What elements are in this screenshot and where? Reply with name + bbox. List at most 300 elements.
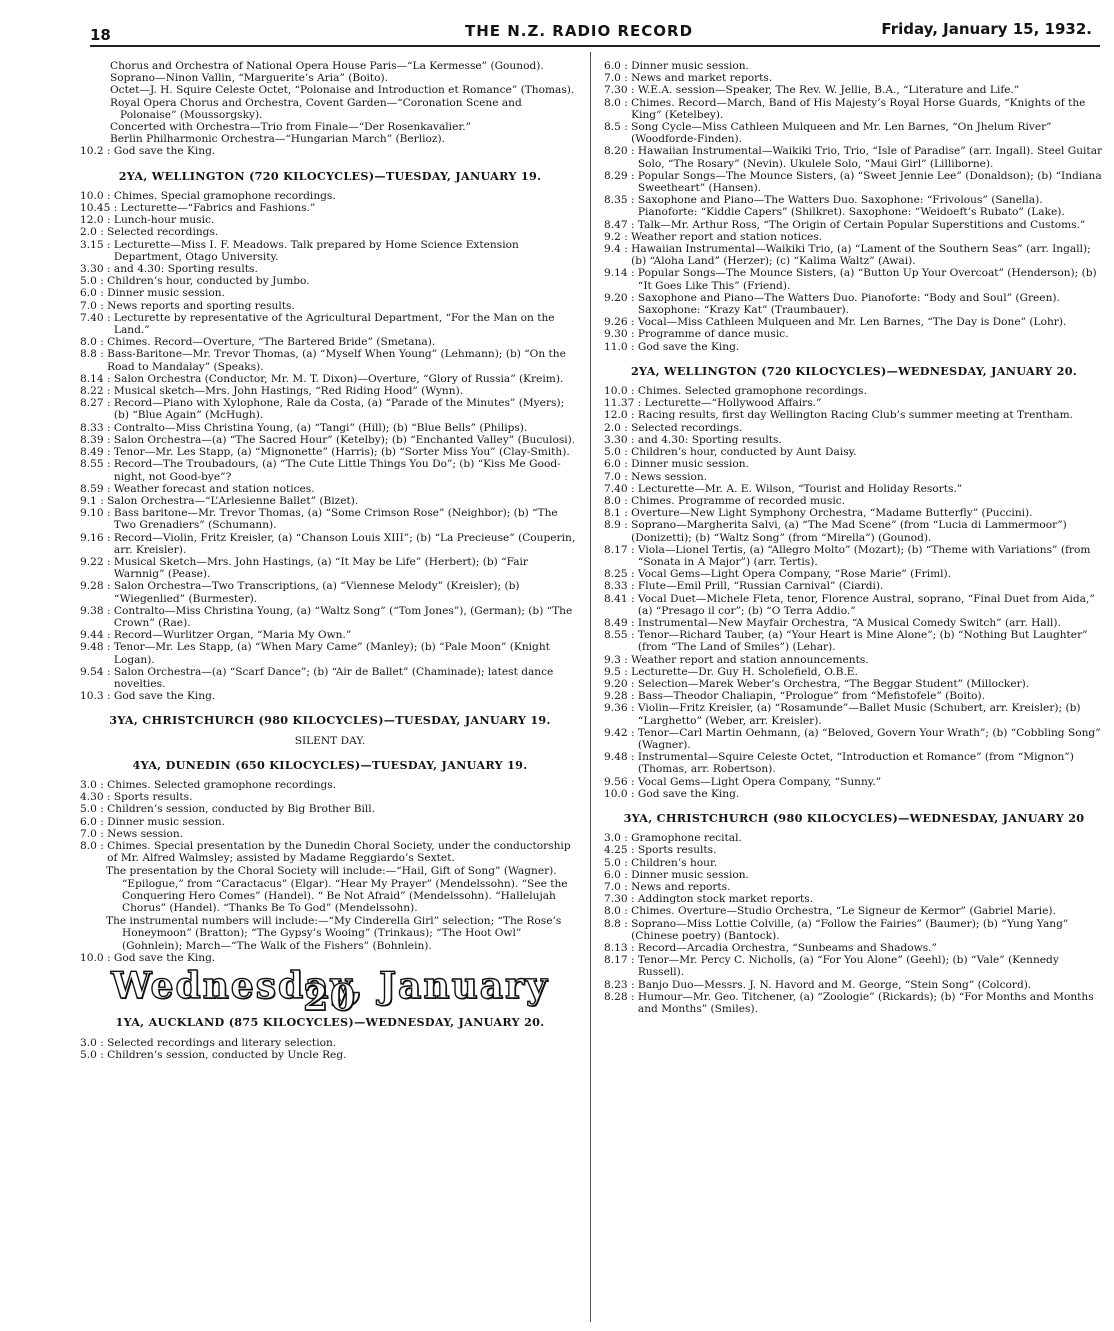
entry-time: 8.41 [604, 592, 628, 605]
entry-text: Sports results. [637, 844, 717, 857]
entry-time: 10.45 [80, 202, 111, 215]
entry-text: Children’s hour, conducted by Jumbo. [107, 275, 310, 288]
schedule-2ya-tuesday [80, 190, 580, 703]
entry-text: Bass-Baritone—Mr. Trevor Thomas, (a) “Myself When Young” (Lehmann); (b) “On the Road to Mandalay” (Speaks). [107, 348, 566, 373]
schedule-entry: 8.33 : Flute—Emil Prill, “Russian Carnival” (Ciardi). [604, 580, 1104, 592]
entry-text: Salon Orchestra (Conductor, Mr. M. T. Dixon)—Overture, “Glory of Russia” (Kreim). [113, 372, 564, 385]
schedule-entry: 8.1 : Overture—New Light Symphony Orchestra, “Madame Butterfly” (Puccini). [604, 507, 1104, 519]
entry-time: 8.27 [80, 397, 104, 410]
issue-date: Friday, January 15, 1932. [881, 20, 1092, 38]
entry-time: 8.0 [604, 96, 621, 109]
programme-line: Chorus and Orchestra of National Opera House Paris—“La Kermesse” (Gounod). [110, 60, 544, 72]
schedule-entry: 7.30 : Addington stock market reports. [604, 893, 1104, 905]
schedule-4ya-tuesday [80, 779, 580, 864]
entry-time: 7.30 [604, 84, 628, 97]
schedule-entry: 11.37 : Lecturette—“Hollywood Affairs.” [604, 397, 1104, 409]
schedule-entry: 9.36 : Violin—Fritz Kreisler, (a) “Rosamunde”—Ballet Music (Schubert, arr. Kreisler); (b) “Larghetto” (Weber, arr. Kreisler). [604, 702, 1104, 726]
entry-time: 11.0 [604, 340, 628, 353]
entry-time: 2.0 [604, 421, 621, 434]
entry-text: Instrumental—Squire Celeste Octet, “Introduction et Romance” (from “Mignon”) (Thomas, arr. Robertson). [637, 751, 1074, 776]
entry-text: Talk—Mr. Arthur Ross, “The Origin of Certain Popular Superstitions and Customs.” [637, 218, 1086, 231]
entry-text: Dinner music session. [631, 60, 749, 72]
schedule-entry: 8.49 : Instrumental—New Mayfair Orchestra, “A Musical Comedy Switch” (arr. Hall). [604, 617, 1104, 629]
schedule-entry: 8.55 : Tenor—Richard Tauber, (a) “Your Heart is Mine Alone”; (b) “Nothing But Laughter” (from “The Land of Smiles”) (Lehar). [604, 629, 1104, 653]
schedule-entry: 8.20 : Hawaiian Instrumental—Waikiki Trio, Trio, “Isle of Paradise” (arr. Ingall). Steel Guitar Solo, “The Rosary” (Nevin). Ukulele Solo, “Maui Girl” (Lilliborne). [604, 145, 1103, 170]
entry-text: Vocal Duet—Michele Fleta, tenor, Florence Austral, soprano, “Final Duet from Aida,” (a) “Presago il cor”; (b) “O Terra Addio.” [637, 592, 1095, 617]
entry-time: 6.0 [80, 815, 97, 828]
entry-text: Viola—Lionel Tertis, (a) “Allegro Molto” (Mozart); (b) “Theme with Variations” (from “Sonata in A Major”) (arr. Tertis). [637, 543, 1091, 568]
entry-text: Popular Songs—The Mounce Sisters, (a) “Button Up Your Overcoat” (Henderson); (b) “It Goes Like This” (Friend). [637, 267, 1097, 292]
entry-time: 9.38 [80, 604, 104, 617]
schedule-entry: 8.0 : Chimes. Special presentation by the Dunedin Choral Society, under the conductorship of Mr. Alfred Walmsley; assisted by Madame Reggiardo’s Sextet. [80, 840, 580, 864]
schedule-entry: 12.0 : Racing results, first day Wellington Racing Club’s summer meeting at Trentham. [604, 409, 1104, 421]
schedule-2ya-wednesday [604, 385, 1104, 800]
entry-time: 3.30 [604, 433, 628, 446]
column-divider [590, 52, 591, 1322]
entry-time: 10.0 [604, 787, 628, 800]
entry-time: 8.5 [604, 121, 621, 134]
entry-text: Salon Orchestra—(a) “The Sacred Hour” (Ketelby); (b) “Enchanted Valley” (Buculosi). [113, 433, 576, 446]
entry-text: Lecturette—Dr. Guy H. Scholefield, O.B.E. [631, 665, 858, 678]
entry-text: Lecturette—Miss I. F. Meadows. Talk prepared by Home Science Extension Department, Otago University. [113, 238, 519, 263]
schedule-entry: 6.0 : Dinner music session. [604, 458, 1104, 470]
entry-text: W.E.A. session—Speaker, The Rev. W. Jellie, B.A., “Literature and Life.” [637, 84, 1020, 97]
entry-time: 2.0 [80, 226, 97, 239]
entry-time: 8.20 [604, 145, 628, 158]
entry-text: News session. [107, 827, 184, 840]
entry-text: Weather report and station announcements. [631, 653, 869, 666]
schedule-entry: 9.14 : Popular Songs—The Mounce Sisters, (a) “Button Up Your Overcoat” (Henderson); (b) “It Goes Like This” (Friend). [604, 267, 1104, 291]
entry-text: and 4.30: Sporting results. [113, 263, 258, 276]
entry-time: 9.5 [604, 665, 621, 678]
programme-line: Soprano—Ninon Vallin, “Marguerite’s Aria” (Boito). [110, 72, 389, 85]
entry-text: Programme of dance music. [637, 328, 789, 341]
schedule-entry: 9.16 : Record—Violin, Fritz Kreisler, (a) “Chanson Louis XIII”; (b) “La Precieuse” (Couperin, arr. Kreisler). [80, 532, 580, 556]
entry-time: 3.0 [80, 778, 97, 791]
schedule-entry: 7.0 : News and reports. [604, 881, 1104, 893]
entry-text: Chimes. Record—March, Band of His Majesty’s Royal Horse Guards, “Knights of the King” (Ketelbey). [631, 96, 1086, 121]
entry-time: 4.30 [80, 791, 104, 804]
schedule-entry: 3.30 : and 4.30: Sporting results. [604, 434, 1104, 446]
entry-text: Contralto—Miss Christina Young, (a) “Waltz Song” (“Tom Jones”), (German); (b) “The Crown” (Rae). [113, 604, 573, 629]
entry-text: God save the King. [113, 690, 216, 703]
silent-day-note: SILENT DAY. [294, 734, 366, 747]
schedule-entry: 9.54 : Salon Orchestra—(a) “Scarf Dance”; (b) “Air de Ballet” (Chaminade); latest dance novelties. [80, 666, 580, 690]
schedule-entry: 10.2 : God save the King. [80, 145, 216, 158]
entry-time: 9.54 [80, 665, 104, 678]
schedule-entry: 9.5 : Lecturette—Dr. Guy H. Scholefield, O.B.E. [604, 666, 1104, 678]
schedule-entry: 8.27 : Record—Piano with Xylophone, Rale da Costa, (a) “Parade of the Minutes” (Myers); (b) “Blue Again” (McHugh). [80, 397, 580, 421]
entry-time: 7.0 [604, 470, 621, 483]
entry-time: 7.30 [604, 893, 628, 906]
entry-time: 9.22 [80, 555, 104, 568]
schedule-entry: 8.17 : Viola—Lionel Tertis, (a) “Allegro Molto” (Mozart); (b) “Theme with Variations” (from “Sonata in A Major”) (arr. Tertis). [604, 544, 1104, 568]
programme-line: Royal Opera Chorus and Orchestra, Covent Garden—“Coronation Scene and Polonaise” (Moussorgsky). [110, 96, 522, 121]
programme-line: Octet—J. H. Squire Celeste Octet, “Polonaise and Introduction et Romance” (Thomas). [110, 84, 575, 97]
schedule-entry: 12.0 : Lunch-hour music. [80, 214, 580, 226]
masthead: THE N.Z. RADIO RECORD [465, 22, 694, 40]
schedule-entry: 9.22 : Musical Sketch—Mrs. John Hastings, (a) “It May be Life” (Herbert); (b) “Fair Warnnig” (Pease). [80, 556, 580, 580]
entry-time: 6.0 [604, 458, 621, 471]
entry-text: Racing results, first day Wellington Racing Club’s summer meeting at Trentham. [637, 409, 1073, 422]
schedule-entry: 7.0 : News session. [80, 828, 580, 840]
entry-time: 6.0 [604, 60, 621, 72]
schedule-entry: 9.26 : Vocal—Miss Cathleen Mulqueen and Mr. Len Barnes, “The Day is Done” (Lohr). [604, 316, 1104, 328]
entry-time: 9.48 [604, 751, 628, 764]
entry-time: 8.59 [80, 482, 104, 495]
entry-text: Tenor—Richard Tauber, (a) “Your Heart is Mine Alone”; (b) “Nothing But Laughter” (from “The Land of Smiles”) (Lehar). [637, 629, 1088, 654]
schedule-entry: 5.0 : Children’s hour, conducted by Jumbo. [80, 275, 580, 287]
day-banner: Wednesday, January 20 [111, 965, 549, 1020]
entry-text: Gramophone recital. [631, 832, 742, 845]
entry-text: Musical sketch—Mrs. John Hastings, “Red Riding Hood” (Wynn). [113, 385, 464, 398]
entry-text: Bass baritone—Mr. Trevor Thomas, (a) “Some Crimson Rose” (Neighbor); (b) “The Two Grenadiers” (Schumann). [113, 507, 558, 532]
entry-text: Instrumental—New Mayfair Orchestra, “A Musical Comedy Switch” (arr. Hall). [637, 616, 1061, 629]
entry-text: Chimes. Record—Overture, “The Bartered Bride” (Smetana). [107, 336, 436, 349]
entry-time: 9.20 [604, 291, 628, 304]
entry-time: 9.42 [604, 726, 628, 739]
entry-time: 9.2 [604, 230, 621, 243]
entry-text: News and market reports. [631, 72, 773, 85]
schedule-entry: 8.9 : Soprano—Margherita Salvi, (a) “The Mad Scene” (from “Lucia di Lammermoor”) (Donizetti); (b) “Waltz Song” (from “Mirella”) (Gounod). [604, 519, 1104, 543]
entry-time: 8.33 [80, 421, 104, 434]
schedule-entry: 8.14 : Salon Orchestra (Conductor, Mr. M. T. Dixon)—Overture, “Glory of Russia” (Kreim). [80, 373, 580, 385]
entry-text: Children’s session, conducted by Big Brother Bill. [107, 803, 376, 816]
entry-text: Children’s hour. [631, 856, 718, 869]
entry-time: 5.0 [80, 803, 97, 816]
entry-time: 7.0 [604, 881, 621, 893]
entry-time: 5.0 [80, 1048, 97, 1061]
schedule-entry: 8.25 : Vocal Gems—Light Opera Company, “Rose Marie” (Friml). [604, 568, 1104, 580]
schedule-entry: 10.0 : God save the King. [80, 951, 216, 964]
entry-time: 8.39 [80, 433, 104, 446]
schedule-entry: 9.20 : Selection—Marek Weber’s Orchestra, “The Beggar Student” (Millocker). [604, 678, 1104, 690]
schedule-entry: 9.28 : Salon Orchestra—Two Transcriptions, (a) “Viennese Melody” (Kreisler); (b) “Wiegenlied” (Burmester). [80, 580, 580, 604]
schedule-entry: 8.55 : Record—The Troubadours, (a) “The Cute Little Things You Do”; (b) “Kiss Me Good-night, not Good-bye”? [80, 458, 580, 482]
entry-text: Record—Piano with Xylophone, Rale da Costa, (a) “Parade of the Minutes” (Myers); (b) “Blue Again” (McHugh). [113, 397, 565, 422]
entry-time: 3.0 [80, 1036, 97, 1049]
entry-text: Musical Sketch—Mrs. John Hastings, (a) “It May be Life” (Herbert); (b) “Fair Warnnig” (Pease). [113, 555, 528, 581]
schedule-entry: 8.39 : Salon Orchestra—(a) “The Sacred Hour” (Ketelby); (b) “Enchanted Valley” (Buculosi). [80, 434, 580, 446]
entry-text: God save the King. [637, 340, 740, 353]
entry-time: 9.28 [80, 580, 104, 593]
schedule-entry: 9.48 : Tenor—Mr. Les Stapp, (a) “When Mary Came” (Manley); (b) “Pale Moon” (Knight Logan). [80, 641, 580, 665]
schedule-entry: 9.1 : Salon Orchestra—“L’Arlesienne Ballet” (Bizet). [80, 495, 580, 507]
page-header [90, 18, 1100, 48]
schedule-entry: 10.0 : Chimes. Special gramophone recordings. [80, 190, 580, 202]
entry-time: 7.40 [80, 311, 104, 324]
entry-text: Salon Orchestra—Two Transcriptions, (a) “Viennese Melody” (Kreisler); (b) “Wiegenlied” (Burmester). [113, 580, 520, 605]
entry-time: 8.25 [604, 568, 628, 581]
schedule-entry: 8.59 : Weather forecast and station notices. [80, 483, 580, 495]
schedule-1ya-wednesday [80, 1037, 580, 1061]
station-heading: 3YA, CHRISTCHURCH (980 KILOCYCLES)—WEDNESDAY, JANUARY 20 [623, 810, 1085, 825]
entry-text: Tenor—Mr. Percy C. Nicholls, (a) “For You Alone” (Geehl); (b) “Vale” (Kennedy Russell). [637, 954, 1059, 979]
schedule-entry: 8.8 : Bass-Baritone—Mr. Trevor Thomas, (a) “Myself When Young” (Lehmann); (b) “On the Road to Mandalay” (Speaks). [80, 348, 580, 372]
schedule-entry: 5.0 : Children’s hour. [604, 857, 1104, 869]
schedule-entry: 3.0 : Selected recordings and literary selection. [80, 1037, 580, 1049]
schedule-entry: 3.15 : Lecturette—Miss I. F. Meadows. Talk prepared by Home Science Extension Department, Otago University. [80, 239, 580, 263]
entry-time: 3.0 [604, 832, 621, 845]
schedule-entry: 8.35 : Saxophone and Piano—The Watters Duo. Saxophone: “Frivolous” (Sanella). Pianoforte: “Kiddie Capers” (Shilkret). Saxophone: “Weidoeft’s Rubato” (Lake). [604, 194, 1104, 218]
schedule-entry: 8.29 : Popular Songs—The Mounce Sisters, (a) “Sweet Jennie Lee” (Donaldson); (b) “Indiana Sweetheart” (Hansen). [604, 170, 1104, 194]
entry-time: 8.33 [604, 580, 628, 593]
entry-time: 8.23 [604, 978, 628, 991]
schedule-entry: 7.40 : Lecturette—Mr. A. E. Wilson, “Tourist and Holiday Resorts.” [604, 483, 1104, 495]
schedule-entry: 2.0 : Selected recordings. [80, 226, 580, 238]
entry-time: 8.55 [80, 458, 104, 471]
entry-text: Dinner music session. [631, 458, 749, 471]
entry-time: 5.0 [604, 856, 621, 869]
programme-line: Berlin Philharmonic Orchestra—“Hungarian March” (Berlioz). [110, 133, 446, 146]
entry-text: Soprano—Margherita Salvi, (a) “The Mad Scene” (from “Lucia di Lammermoor”) (Donizetti); (b) “Waltz Song” (from “Mirella”) (Gounod). [631, 519, 1067, 544]
entry-time: 3.15 [80, 238, 104, 251]
header-rule [90, 45, 1100, 47]
schedule-entry: 8.0 : Chimes. Record—Overture, “The Bartered Bride” (Smetana). [80, 336, 580, 348]
schedule-entry: 3.30 : and 4.30: Sporting results. [80, 263, 580, 275]
entry-text: Dinner music session. [107, 815, 225, 828]
entry-text: Lunch-hour music. [113, 214, 215, 227]
schedule-entry: 8.0 : Chimes. Overture—Studio Orchestra, “Le Signeur de Kermor” (Gabriel Marie). [604, 905, 1104, 917]
entry-time: 7.0 [604, 72, 621, 85]
schedule-entry: 5.0 : Children’s session, conducted by Uncle Reg. [80, 1049, 580, 1061]
schedule-entry: 7.0 : News and market reports. [604, 72, 1104, 84]
entry-text: Addington stock market reports. [637, 893, 814, 906]
entry-text: Chimes. Special gramophone recordings. [113, 189, 336, 202]
entry-text: Overture—New Light Symphony Orchestra, “Madame Butterfly” (Puccini). [631, 507, 1033, 520]
entry-text: Banjo Duo—Messrs. J. N. Havord and M. George, “Stein Song” (Colcord). [637, 978, 1032, 991]
entry-time: 9.1 [80, 494, 97, 507]
entry-time: 5.0 [80, 275, 97, 288]
entry-time: 8.28 [604, 990, 628, 1003]
entry-text: Lecturette by representative of the Agricultural Department, “For the Man on the Land.” [113, 311, 555, 337]
entry-time: 8.8 [604, 917, 621, 930]
schedule-entry: 7.0 : News session. [604, 471, 1104, 483]
entry-time: 9.3 [604, 653, 621, 666]
entry-time: 8.9 [604, 519, 621, 532]
schedule-entry: 8.22 : Musical sketch—Mrs. John Hastings, “Red Riding Hood” (Wynn). [80, 385, 580, 397]
entry-time: 8.35 [604, 194, 628, 207]
entry-text: Tenor—Carl Martin Oehmann, (a) “Beloved, Govern Your Wrath”; (b) “Cobbling Song” (Wagner). [637, 726, 1101, 751]
station-heading: 2YA, WELLINGTON (720 KILOCYCLES)—WEDNESDAY, JANUARY 20. [630, 363, 1078, 378]
schedule-1ya-continued [604, 60, 1104, 353]
entry-text: News and reports. [631, 881, 731, 893]
entry-text: Children’s session, conducted by Uncle Reg. [107, 1048, 347, 1061]
entry-time: 9.4 [604, 243, 621, 256]
schedule-entry: 4.30 : Sports results. [80, 791, 580, 803]
entry-time: 9.26 [604, 316, 628, 329]
schedule-entry: 8.33 : Contralto—Miss Christina Young, (a) “Tangi” (Hill); (b) “Blue Bells” (Philips). [80, 422, 580, 434]
schedule-entry: 9.2 : Weather report and station notices. [604, 231, 1104, 243]
entry-text: Chimes. Programme of recorded music. [631, 494, 846, 507]
entry-time: 8.17 [604, 954, 628, 967]
entry-text: Record—Wurlitzer Organ, “Maria My Own.” [113, 629, 352, 642]
entry-text: Salon Orchestra—(a) “Scarf Dance”; (b) “Air de Ballet” (Chaminade); latest dance novelties. [113, 665, 554, 690]
entry-text: Lecturette—Mr. A. E. Wilson, “Tourist and Holiday Resorts.” [637, 482, 963, 495]
entry-time: 8.49 [80, 446, 104, 459]
entry-time: 10.0 [604, 385, 628, 398]
schedule-entry: 8.0 : Chimes. Programme of recorded music. [604, 495, 1104, 507]
entry-time: 9.14 [604, 267, 628, 280]
schedule-entry: 8.23 : Banjo Duo—Messrs. J. N. Havord and M. George, “Stein Song” (Colcord). [604, 979, 1104, 991]
schedule-entry: 8.0 : Chimes. Record—March, Band of His Majesty’s Royal Horse Guards, “Knights of the King” (Ketelbey). [604, 97, 1104, 121]
entry-time: 8.0 [604, 494, 621, 507]
schedule-entry: 2.0 : Selected recordings. [604, 422, 1104, 434]
schedule-entry: 9.20 : Saxophone and Piano—The Watters Duo. Pianoforte: “Body and Soul” (Green). Saxophone: “Krazy Kat” (Traumbauer). [604, 292, 1104, 316]
entry-text: Tenor—Mr. Les Stapp, (a) “Mignonette” (Harris); (b) “Sorter Miss You” (Clay-Smith). [113, 446, 570, 459]
programme-line: Concerted with Orchestra—Trio from Finale—“Der Rosenkavalier.” [110, 121, 472, 134]
schedule-entry: 10.0 : God save the King. [604, 788, 1104, 800]
entry-time: 9.48 [80, 641, 104, 654]
schedule-entry: 9.56 : Vocal Gems—Light Opera Company, “Sunny.” [604, 776, 1104, 788]
station-heading: 2YA, WELLINGTON (720 KILOCYCLES)—TUESDAY, JANUARY 19. [118, 168, 542, 183]
station-heading: 3YA, CHRISTCHURCH (980 KILOCYCLES)—TUESDAY, JANUARY 19. [109, 713, 551, 728]
schedule-entry: 8.17 : Tenor—Mr. Percy C. Nicholls, (a) “For You Alone” (Geehl); (b) “Vale” (Kennedy Russell). [604, 954, 1104, 978]
right-column [604, 60, 1104, 1015]
entry-text: Hawaiian Instrumental—Waikiki Trio, (a) “Lament of the Southern Seas” (arr. Ingall); (b) “Aloha Land” (Herzer); (c) “Kalima Waltz” (Awai). [631, 243, 1091, 268]
schedule-entry: 10.3 : God save the King. [80, 690, 580, 702]
schedule-entry: 6.0 : Dinner music session. [80, 816, 580, 828]
instrumental-paragraph: The instrumental numbers will include:—“My Cinderella Girl” selection; “The Rose’s Honeymoon” (Bratton); “The Gypsy’s Wooing” (Trinkaus); “The Hoot Owl” (Gohnlein); March—“The Walk of the Fishers” (Bohnlein). [106, 915, 562, 952]
entry-time: 8.17 [604, 543, 628, 556]
schedule-entry: 7.0 : News reports and sporting results. [80, 300, 580, 312]
entry-text: Saxophone and Piano—The Watters Duo. Pianoforte: “Body and Soul” (Green). Saxophone: “Krazy Kat” (Traumbauer). [637, 291, 1060, 317]
schedule-entry: 5.0 : Children’s hour, conducted by Aunt Daisy. [604, 446, 1104, 458]
entry-text: Record—Violin, Fritz Kreisler, (a) “Chanson Louis XIII”; (b) “La Precieuse” (Couperin, arr. Kreisler). [113, 531, 576, 556]
schedule-entry: 9.4 : Hawaiian Instrumental—Waikiki Trio, (a) “Lament of the Southern Seas” (arr. Ingall); (b) “Aloha Land” (Herzer); (c) “Kalima Waltz” (Awai). [604, 243, 1104, 267]
schedule-entry: 3.0 : Gramophone recital. [604, 832, 1104, 844]
entry-text: Record—Arcadia Orchestra, “Sunbeams and Shadows.” [637, 942, 937, 955]
entry-time: 8.8 [80, 348, 97, 361]
entry-text: Chimes. Overture—Studio Orchestra, “Le Signeur de Kermor” (Gabriel Marie). [631, 905, 1056, 918]
schedule-entry: 10.0 : Chimes. Selected gramophone recordings. [604, 385, 1104, 397]
entry-time: 9.10 [80, 507, 104, 520]
entry-time: 8.0 [80, 839, 97, 852]
entry-text: Chimes. Special presentation by the Dunedin Choral Society, under the conductorship of Mr. Alfred Walmsley; assisted by Madame Reggiardo’s Sextet. [107, 839, 571, 865]
entry-text: Bass—Theodor Chaliapin, “Prologue” from “Mefistofele” (Boito). [637, 690, 985, 703]
entry-text: Flute—Emil Prill, “Russian Carnival” (Ciardi). [637, 580, 884, 593]
entry-text: Dinner music session. [107, 287, 225, 300]
entry-text: Record—The Troubadours, (a) “The Cute Little Things You Do”; (b) “Kiss Me Good-night, not Good-bye”? [113, 458, 561, 483]
schedule-3ya-wednesday [604, 832, 1104, 1015]
schedule-entry: 7.40 : Lecturette by representative of the Agricultural Department, “For the Man on the Land.” [80, 312, 580, 336]
entry-time: 9.36 [604, 702, 628, 715]
entry-text: Tenor—Mr. Les Stapp, (a) “When Mary Came” (Manley); (b) “Pale Moon” (Knight Logan). [113, 641, 550, 666]
entry-text: God save the King. [637, 787, 740, 800]
schedule-entry: 7.30 : W.E.A. session—Speaker, The Rev. W. Jellie, B.A., “Literature and Life.” [604, 84, 1104, 96]
entry-time: 8.0 [604, 905, 621, 918]
schedule-entry: 10.45 : Lecturette—“Fabrics and Fashions.” [80, 202, 580, 214]
entry-text: Sports results. [113, 791, 193, 804]
entry-time: 8.49 [604, 616, 628, 629]
prior-programme [80, 60, 580, 158]
schedule-entry: 5.0 : Children’s session, conducted by Big Brother Bill. [80, 803, 580, 815]
entry-text: Salon Orchestra—“L’Arlesienne Ballet” (Bizet). [107, 494, 359, 507]
entry-text: Dinner music session. [631, 868, 749, 881]
entry-text: Children’s hour, conducted by Aunt Daisy. [631, 446, 857, 459]
schedule-entry: 8.8 : Soprano—Miss Lottie Colville, (a) “Follow the Fairies” (Baumer); (b) “Yung Yang” (Chinese poetry) (Bantock). [604, 918, 1104, 942]
entry-text: Popular Songs—The Mounce Sisters, (a) “Sweet Jennie Lee” (Donaldson); (b) “Indiana Sweetheart” (Hansen). [637, 169, 1102, 195]
entry-time: 8.14 [80, 372, 104, 385]
entry-text: Song Cycle—Miss Cathleen Mulqueen and Mr. Len Barnes, “On Jhelum River” (Woodforde-Finden). [631, 121, 1052, 146]
schedule-entry: 6.0 : Dinner music session. [604, 60, 1104, 72]
entry-time: 3.30 [80, 263, 104, 276]
schedule-entry: 9.10 : Bass baritone—Mr. Trevor Thomas, (a) “Some Crimson Rose” (Neighbor); (b) “The Two Grenadiers” (Schumann). [80, 507, 580, 531]
entry-text: News session. [631, 470, 708, 483]
station-heading: 4YA, DUNEDIN (650 KILOCYCLES)—TUESDAY, JANUARY 19. [132, 757, 528, 772]
entry-time: 9.20 [604, 677, 628, 690]
entry-time: 12.0 [604, 409, 628, 422]
entry-text: Lecturette—“Hollywood Affairs.” [644, 397, 822, 410]
entry-time: 7.40 [604, 482, 628, 495]
schedule-entry: 9.28 : Bass—Theodor Chaliapin, “Prologue” from “Mefistofele” (Boito). [604, 690, 1104, 702]
schedule-entry: 9.48 : Instrumental—Squire Celeste Octet, “Introduction et Romance” (from “Mignon”) (Thomas, arr. Robertson). [604, 751, 1104, 775]
entry-text: Vocal Gems—Light Opera Company, “Sunny.” [637, 775, 882, 788]
entry-text: and 4.30: Sporting results. [637, 433, 782, 446]
entry-text: Humour—Mr. Geo. Titchener, (a) “Zoologie” (Rickards); (b) “For Months and Months and Months” (Smiles). [637, 990, 1094, 1016]
entry-text: Soprano—Miss Lottie Colville, (a) “Follow the Fairies” (Baumer); (b) “Yung Yang” (Chinese poetry) (Bantock). [631, 917, 1069, 942]
entry-time: 8.29 [604, 169, 628, 182]
page-number: 18 [90, 26, 111, 44]
entry-text: Chimes. Selected gramophone recordings. [637, 385, 867, 398]
schedule-entry: 8.28 : Humour—Mr. Geo. Titchener, (a) “Zoologie” (Rickards); (b) “For Months and Months and Months” (Smiles). [604, 991, 1104, 1015]
entry-text: Saxophone and Piano—The Watters Duo. Saxophone: “Frivolous” (Sanella). Pianoforte: “Kiddie Capers” (Shilkret). Saxophone: “Weidoeft’s Rubato” (Lake). [637, 194, 1065, 219]
schedule-entry: 3.0 : Chimes. Selected gramophone recordings. [80, 779, 580, 791]
schedule-entry: 9.3 : Weather report and station announcements. [604, 654, 1104, 666]
entry-text: Contralto—Miss Christina Young, (a) “Tangi” (Hill); (b) “Blue Bells” (Philips). [113, 421, 528, 434]
entry-time: 8.55 [604, 629, 628, 642]
entry-text: Weather report and station notices. [631, 230, 823, 243]
station-heading: 1YA, AUCKLAND (875 KILOCYCLES)—WEDNESDAY, JANUARY 20. [115, 1015, 545, 1030]
entry-time: 8.1 [604, 507, 621, 520]
entry-text: Hawaiian Instrumental—Waikiki Trio, Trio, “Isle of Paradise” (arr. Ingall). Steel Guitar Solo, “The Rosary” (Nevin). Ukulele Solo, “Maui Girl” (Lilliborne). [637, 145, 1103, 170]
entry-text: Chimes. Selected gramophone recordings. [107, 778, 337, 791]
schedule-entry: 8.41 : Vocal Duet—Michele Fleta, tenor, Florence Austral, soprano, “Final Duet from Aida,” (a) “Presago il cor”; (b) “O Terra Addio.” [604, 593, 1104, 617]
entry-time: 8.22 [80, 385, 104, 398]
entry-time: 7.0 [80, 827, 97, 840]
schedule-entry: 6.0 : Dinner music session. [80, 287, 580, 299]
schedule-entry: 8.5 : Song Cycle—Miss Cathleen Mulqueen and Mr. Len Barnes, “On Jhelum River” (Woodforde-Finden). [604, 121, 1104, 145]
entry-text: Selected recordings and literary selection. [107, 1036, 337, 1049]
entry-text: Vocal Gems—Light Opera Company, “Rose Marie” (Friml). [637, 568, 952, 581]
entry-time: 10.3 [80, 690, 104, 703]
schedule-entry: 6.0 : Dinner music session. [604, 869, 1104, 881]
schedule-entry: 8.47 : Talk—Mr. Arthur Ross, “The Origin of Certain Popular Superstitions and Customs.” [604, 219, 1104, 231]
entry-text: News reports and sporting results. [107, 299, 295, 312]
entry-time: 10.0 [80, 189, 104, 202]
left-column [80, 60, 580, 1061]
entry-time: 11.37 [604, 397, 635, 410]
entry-text: Weather forecast and station notices. [113, 482, 315, 495]
entry-text: Violin—Fritz Kreisler, (a) “Rosamunde”—Ballet Music (Schubert, arr. Kreisler); (b) “Larghetto” (Weber, arr. Kreisler). [637, 702, 1081, 727]
entry-time: 8.13 [604, 942, 628, 955]
schedule-entry: 11.0 : God save the King. [604, 341, 1104, 353]
entry-time: 6.0 [604, 868, 621, 881]
entry-time: 9.30 [604, 328, 628, 341]
choral-paragraph: The presentation by the Choral Society will include:—“Hail, Gift of Song” (Wagner). “Epilogue,” from “Caractacus” (Elgar). “Hear My Prayer” (Mendelssohn). “See the Conquering Hero Comes” (Handel). “ Be Not Afraid” (Mendelssohn). “Hallelujah Chorus” (Handel). “Thanks Be To God” (Mendelssohn). [106, 865, 568, 914]
schedule-entry: 9.44 : Record—Wurlitzer Organ, “Maria My Own.” [80, 629, 580, 641]
entry-time: 5.0 [604, 446, 621, 459]
schedule-entry: 8.13 : Record—Arcadia Orchestra, “Sunbeams and Shadows.” [604, 942, 1104, 954]
entry-time: 8.47 [604, 218, 628, 231]
entry-time: 9.16 [80, 531, 104, 544]
entry-text: Selected recordings. [107, 226, 219, 239]
schedule-entry: 8.49 : Tenor—Mr. Les Stapp, (a) “Mignonette” (Harris); (b) “Sorter Miss You” (Clay-Smith). [80, 446, 580, 458]
entry-time: 7.0 [80, 299, 97, 312]
entry-time: 9.56 [604, 775, 628, 788]
entry-time: 9.44 [80, 629, 104, 642]
entry-time: 6.0 [80, 287, 97, 300]
